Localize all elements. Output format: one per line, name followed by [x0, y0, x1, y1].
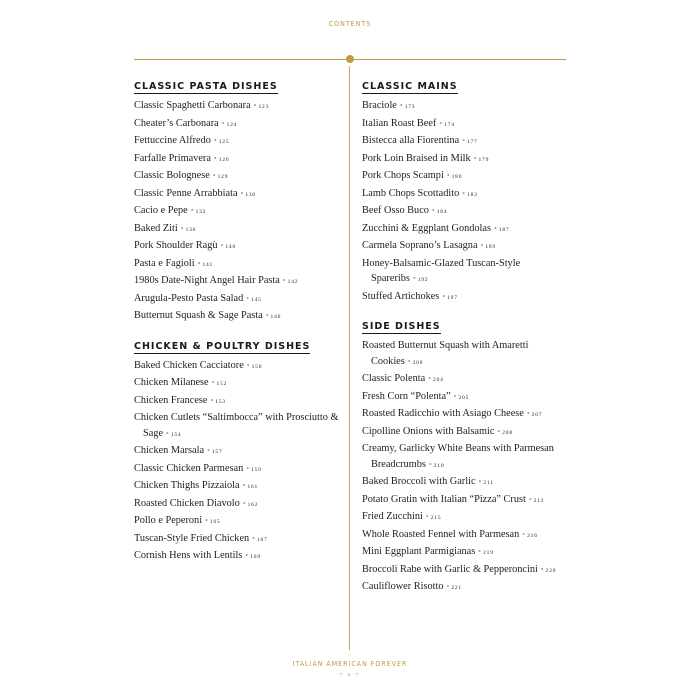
toc-entry[interactable] [134, 116, 339, 134]
bullet-separator: • [425, 512, 429, 521]
page-number: 145 [251, 296, 262, 303]
toc-entry[interactable] [134, 513, 339, 531]
page-number: 192 [417, 277, 429, 283]
bullet-separator: • [453, 391, 457, 401]
bullet-separator: • [522, 529, 526, 539]
page-number: 157 [211, 449, 223, 455]
page-number: 165 [209, 519, 221, 525]
bullet-separator: • [493, 223, 497, 233]
toc-section [134, 336, 339, 566]
recipe-name: Classic Penne Arrabbiata [134, 187, 238, 199]
bullet-separator: • [442, 291, 446, 301]
page-number: 187 [498, 226, 510, 233]
bullet-separator: • [220, 241, 224, 250]
bullet-separator: • [210, 395, 214, 405]
page-number: 159 [251, 466, 262, 473]
recipe-name: Stuffed Artichokes [362, 290, 440, 302]
divider-ornament-dot [346, 55, 354, 63]
toc-entry[interactable] [134, 133, 339, 151]
bullet-separator: • [462, 136, 466, 145]
bullet-separator: • [497, 426, 501, 436]
bullet-separator: • [190, 206, 194, 215]
bullet-separator: • [431, 206, 435, 215]
recipe-name: Baked Ziti [134, 222, 178, 234]
section-title: CLASSIC PASTA DISHES [134, 81, 278, 92]
recipe-name: Classic Bolognese [134, 170, 210, 181]
toc-entry[interactable] [134, 461, 339, 479]
toc-section [134, 76, 339, 326]
recipe-name: Classic Chicken Parmesan [134, 462, 244, 474]
toc-entry[interactable] [362, 492, 572, 510]
bullet-separator: • [252, 533, 255, 543]
toc-entry[interactable] [134, 273, 339, 291]
recipe-name: Chicken Cutlets “Saltimbocca” with Prosciutto & Sage [134, 412, 339, 439]
page-number: 179 [478, 156, 490, 163]
recipe-name: Braciole [362, 100, 397, 111]
bullet-separator: • [439, 118, 443, 128]
page-number: 189 [485, 244, 496, 250]
page-number: 141 [202, 261, 214, 268]
recipe-name: Fresh Corn “Polenta” [362, 390, 451, 402]
page-number: 177 [467, 139, 478, 145]
toc-entry[interactable] [362, 406, 572, 424]
page-number: 212 [533, 497, 545, 504]
recipe-name: Broccoli Rabe with Garlic & Pepperoncini [362, 563, 538, 575]
page-number: 150 [251, 363, 263, 370]
bullet-separator: • [407, 356, 411, 366]
bullet-separator: • [265, 311, 269, 320]
bullet-separator: • [197, 258, 201, 268]
bullet-separator: • [473, 153, 477, 163]
recipe-name: Roasted Radicchio with Asiago Cheese [362, 408, 524, 419]
recipe-name: Pork Loin Braised in Milk [362, 152, 471, 164]
toc-entry[interactable] [362, 98, 572, 116]
bullet-separator: • [478, 547, 482, 556]
footer-page-number: • x • [339, 672, 361, 678]
recipe-name: Pork Shoulder Ragù [134, 240, 218, 251]
page-header-title: CONTENTS [328, 20, 372, 28]
recipe-name: Lamb Chops Scottadito [362, 187, 460, 199]
page-number: 130 [245, 191, 256, 198]
bullet-separator: • [428, 459, 432, 469]
toc-entry[interactable] [134, 151, 339, 169]
bullet-separator: • [213, 153, 217, 163]
page-number: 132 [195, 209, 207, 215]
toc-entry[interactable] [362, 133, 572, 151]
bullet-separator: • [240, 188, 244, 198]
bullet-separator: • [205, 516, 208, 525]
bullet-separator: • [540, 564, 544, 574]
bullet-separator: • [412, 274, 416, 283]
page-number: 154 [170, 431, 182, 438]
page-number: 173 [404, 104, 416, 110]
page-number: 183 [467, 191, 478, 198]
recipe-name: Baked Chicken Cacciatore [134, 359, 244, 371]
page-number: 174 [444, 121, 455, 128]
bullet-separator: • [246, 293, 250, 303]
toc-entry[interactable] [362, 256, 572, 289]
recipe-name: Creamy, Garlicky White Beans with Parmesan Breadcrumbs [362, 443, 554, 470]
recipe-name: Carmela Soprano’s Lasagna [362, 240, 478, 251]
toc-entry[interactable] [362, 441, 572, 474]
recipe-name: Chicken Thighs Pizzaiola [134, 480, 240, 491]
toc-entry[interactable] [362, 562, 572, 580]
recipe-name: Mini Eggplant Parmigianas [362, 546, 476, 557]
right-column [362, 76, 572, 607]
toc-list [134, 358, 339, 566]
left-column [134, 76, 339, 576]
toc-list [134, 98, 339, 326]
recipe-name: Honey-Balsamic-Glazed Tuscan-Style Spareribs [362, 257, 521, 284]
toc-entry[interactable] [362, 186, 572, 204]
bullet-separator: • [526, 409, 530, 418]
bullet-separator: • [212, 171, 216, 180]
bullet-separator: • [528, 494, 532, 504]
toc-entry[interactable] [362, 474, 572, 492]
page-number: 136 [185, 226, 197, 233]
page-number: 210 [433, 462, 445, 469]
page-number: 184 [436, 209, 448, 215]
section-title: SIDE DISHES [362, 321, 441, 332]
page-number: 211 [483, 480, 494, 486]
page-number: 162 [247, 501, 259, 508]
toc-entry[interactable] [362, 424, 572, 442]
page-number: 152 [216, 381, 228, 387]
toc-entry[interactable] [362, 389, 572, 407]
page-number: 200 [412, 359, 424, 366]
page-number: 125 [218, 139, 230, 145]
page-number: 167 [256, 536, 268, 543]
page-number: 124 [226, 121, 238, 128]
recipe-name: Farfalle Primavera [134, 152, 211, 164]
page-number: 197 [447, 294, 458, 301]
recipe-name: Cornish Hens with Lentils [134, 550, 243, 561]
recipe-name: Italian Roast Beef [362, 117, 437, 129]
bullet-separator: • [211, 378, 215, 387]
bullet-separator: • [428, 374, 432, 383]
section-title: CHICKEN & POULTRY DISHES [134, 340, 311, 352]
page-number: 129 [217, 174, 229, 180]
toc-entry[interactable] [362, 579, 572, 597]
toc-entry[interactable] [362, 289, 572, 307]
recipe-name: Fried Zucchini [362, 511, 423, 522]
toc-entry[interactable] [134, 496, 339, 514]
page-number: 208 [502, 429, 513, 436]
recipe-name: Chicken Marsala [134, 445, 205, 456]
page-number: 219 [483, 550, 494, 556]
bullet-separator: • [213, 136, 217, 145]
toc-entry[interactable] [134, 393, 339, 411]
recipe-name: Roasted Chicken Diavolo [134, 497, 240, 509]
recipe-name: Arugula-Pesto Pasta Salad [134, 292, 244, 304]
recipe-name: Butternut Squash & Sage Pasta [134, 310, 263, 321]
recipe-name: Cauliflower Risotto [362, 581, 444, 592]
toc-entry[interactable] [362, 338, 572, 371]
toc-entry[interactable] [362, 371, 572, 389]
recipe-name: Classic Polenta [362, 373, 426, 384]
toc-entry[interactable] [134, 256, 339, 274]
footer-book-title: ITALIAN AMERICAN FOREVER [292, 660, 408, 668]
recipe-name: Fettuccine Alfredo [134, 135, 211, 146]
page-number: 142 [287, 279, 299, 285]
toc-entry[interactable] [134, 358, 339, 376]
toc-entry[interactable] [362, 203, 572, 221]
recipe-name: Roasted Butternut Squash with Amaretti Cookies [362, 340, 529, 367]
toc-entry[interactable] [134, 375, 339, 393]
toc-entry[interactable] [134, 548, 339, 566]
page-number: 123 [258, 104, 270, 110]
recipe-name: Cheater’s Carbonara [134, 117, 219, 129]
page-number: 153 [215, 398, 226, 405]
toc-entry[interactable] [362, 238, 572, 256]
bullet-separator: • [242, 481, 246, 490]
toc-section [362, 316, 572, 597]
page-number: 207 [531, 412, 543, 418]
toc-entry[interactable] [362, 168, 572, 186]
bullet-separator: • [242, 498, 246, 508]
toc-entry[interactable] [134, 168, 339, 186]
toc-entry[interactable] [362, 116, 572, 134]
page-number: 161 [247, 484, 259, 490]
recipe-name: Pollo e Peperoni [134, 515, 203, 526]
bullet-separator: • [253, 101, 257, 110]
toc-entry[interactable] [362, 151, 572, 169]
toc-entry[interactable] [134, 410, 339, 443]
page-number: 146 [270, 314, 282, 320]
page-number: 140 [225, 244, 236, 250]
bullet-separator: • [245, 551, 249, 560]
bullet-separator: • [207, 446, 210, 455]
bullet-separator: • [462, 188, 466, 198]
toc-entry[interactable] [134, 443, 339, 461]
bullet-separator: • [246, 463, 250, 473]
bullet-separator: • [480, 241, 484, 250]
recipe-name: Cacio e Pepe [134, 205, 188, 216]
bullet-separator: • [221, 118, 225, 128]
toc-entry[interactable] [362, 509, 572, 527]
page-number: 126 [218, 156, 230, 163]
page-number: 216 [527, 532, 538, 539]
page-number: 215 [430, 515, 442, 521]
toc-entry[interactable] [134, 291, 339, 309]
toc-entry[interactable] [134, 531, 339, 549]
page-number: 180 [451, 174, 463, 180]
section-title: CLASSIC MAINS [362, 81, 458, 92]
recipe-name: Pork Chops Scampi [362, 170, 444, 181]
recipe-name: Zucchini & Eggplant Gondolas [362, 222, 491, 234]
toc-entry[interactable] [134, 203, 339, 221]
page-number: 220 [545, 567, 557, 574]
recipe-name: Pasta e Fagioli [134, 257, 195, 269]
recipe-name: Cipolline Onions with Balsamic [362, 425, 495, 437]
page-number: 205 [458, 394, 470, 401]
bullet-separator: • [399, 101, 403, 110]
toc-entry[interactable] [362, 527, 572, 545]
page-number: 169 [250, 554, 261, 560]
bullet-separator: • [180, 223, 184, 233]
toc-entry[interactable] [134, 98, 339, 116]
page-number: 221 [451, 585, 462, 591]
recipe-name: Tuscan-Style Fried Chicken [134, 532, 250, 544]
toc-section [362, 76, 572, 306]
toc-list [362, 338, 572, 597]
recipe-name: Classic Spaghetti Carbonara [134, 100, 251, 111]
toc-list [362, 98, 572, 306]
recipe-name: Chicken Milanese [134, 377, 209, 388]
bullet-separator: • [166, 428, 169, 438]
bullet-separator: • [246, 360, 250, 370]
recipe-name: Chicken Francese [134, 394, 208, 406]
toc-entry[interactable] [134, 308, 339, 326]
bullet-separator: • [282, 276, 286, 285]
bullet-separator: • [478, 477, 482, 486]
toc-entry[interactable] [362, 544, 572, 562]
recipe-name: 1980s Date-Night Angel Hair Pasta [134, 275, 280, 286]
recipe-name: Potato Gratin with Italian “Pizza” Crust [362, 493, 526, 505]
page-number: 204 [433, 377, 444, 383]
bullet-separator: • [446, 582, 450, 591]
toc-entry[interactable] [362, 221, 572, 239]
recipe-name: Baked Broccoli with Garlic [362, 476, 476, 487]
toc-entry[interactable] [134, 478, 339, 496]
recipe-name: Whole Roasted Fennel with Parmesan [362, 528, 520, 540]
toc-entry[interactable] [134, 186, 339, 204]
recipe-name: Beef Osso Buco [362, 205, 429, 216]
toc-entry[interactable] [134, 238, 339, 256]
bullet-separator: • [446, 171, 450, 180]
recipe-name: Bistecca alla Fiorentina [362, 135, 460, 146]
column-divider [349, 66, 350, 650]
toc-entry[interactable] [134, 221, 339, 239]
